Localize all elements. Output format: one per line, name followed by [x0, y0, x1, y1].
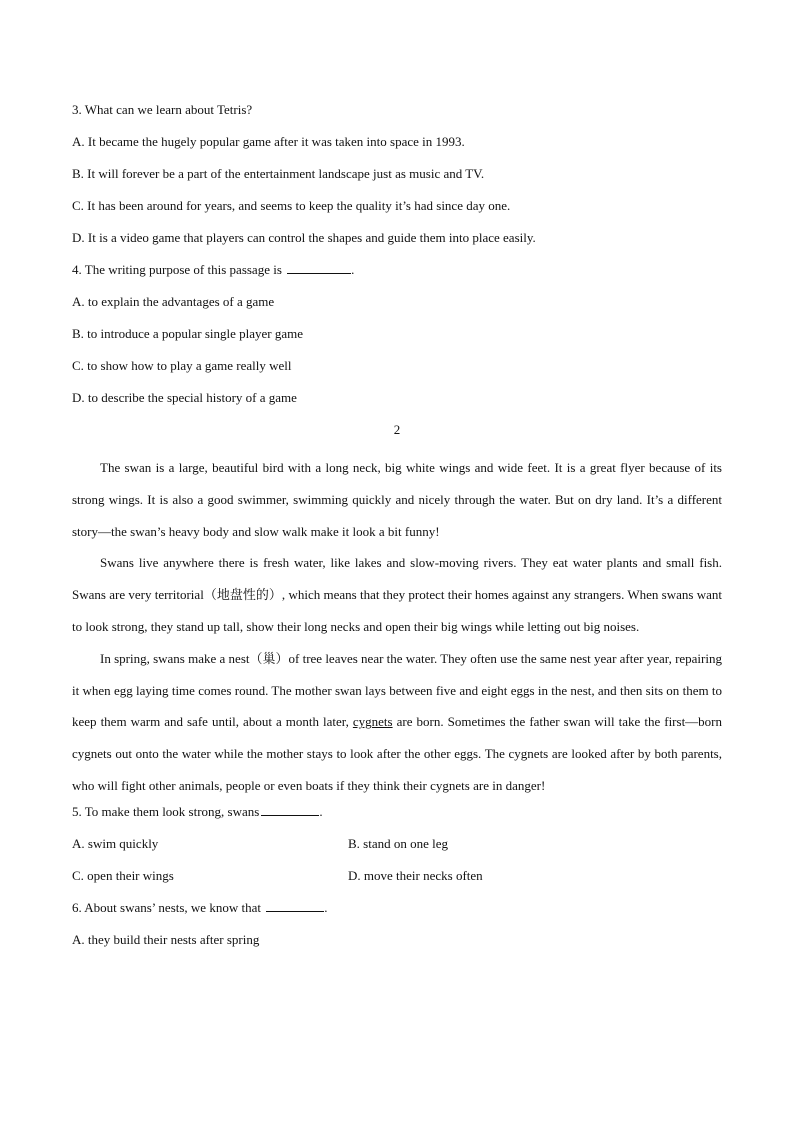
question-3-option-d: D. It is a video game that players can control the shapes and guide them into place easily.	[72, 230, 536, 245]
question-4-option-c: C. to show how to play a game really well	[72, 358, 292, 373]
passage-paragraph-2: Swans live anywhere there is fresh water, like lakes and slow-moving rivers. They eat water plants and small fish. Swans are very territorial（地盘性的）, which means that they protect their homes against any strangers. When swans want to look strong, they stand up tall, show their long necks and open their big wings while letting out big noises.	[72, 555, 722, 634]
passage-paragraph-1: The swan is a large, beautiful bird with a long neck, big white wings and wide feet. It is a great flyer because of its strong wings. It is also a good swimmer, swimming quickly and nicely through the water. But on dry land. It’s a different story—the swan’s heavy body and slow walk make it look a bit funny!	[72, 460, 722, 539]
question-4-stem-end: .	[351, 262, 355, 277]
question-3-option-b: B. It will forever be a part of the entertainment landscape just as music and TV.	[72, 166, 485, 181]
question-3-stem: 3. What can we learn about Tetris?	[72, 102, 253, 117]
paragraph-3-text-after: are born. Sometimes the father swan will take the first—born cygnets out onto the water while the mother stays to look after the other eggs. The cygnets are looked after by both parents, who will fight other animals, people or even boats if they think their cygnets are in danger!	[72, 714, 723, 793]
worksheet	[72, 100, 722, 962]
answer-blank	[261, 803, 319, 816]
answer-blank	[287, 261, 351, 274]
question-5-option-c: C. open their wings	[72, 867, 174, 883]
paragraph-3-text-before: In spring, swans make a nest（巢）of tree leaves near the water. They often use the same nest year after year, repairing it when egg laying time comes round. The mother swan lays between five and eight eggs in the nest, and then sits on them to keep them warm and safe until, about a month later,	[72, 650, 722, 730]
question-5-option-b: B. stand on one leg	[348, 835, 449, 851]
question-4-option-a: A. to explain the advantages of a game	[72, 294, 275, 309]
section-number: 2	[393, 422, 401, 437]
question-6-stem-end: .	[324, 899, 328, 915]
question-4-stem	[72, 260, 722, 292]
question-4-option-d: D. to describe the special history of a game	[72, 390, 297, 405]
question-5-option-d: D. move their necks often	[348, 867, 483, 883]
question-4-stem-text: 4. The writing purpose of this passage is	[72, 262, 282, 277]
question-5-stem-text: 5. To make them look strong, swans	[72, 803, 260, 819]
passage-paragraph-3	[72, 643, 722, 802]
answer-blank	[266, 899, 324, 912]
underlined-word-cygnets: cygnets	[352, 714, 393, 730]
question-6-stem	[72, 898, 722, 930]
question-5-stem	[72, 802, 722, 834]
question-5-stem-end: .	[319, 803, 323, 819]
question-5-option-a: A. swim quickly	[72, 835, 159, 851]
question-6-option-a: A. they build their nests after spring	[72, 931, 260, 947]
question-3-option-c: C. It has been around for years, and seems to keep the quality it’s had since day one.	[72, 198, 511, 213]
question-4-option-b: B. to introduce a popular single player game	[72, 326, 304, 341]
question-6-stem-text: 6. About swans’ nests, we know that	[72, 899, 261, 915]
question-5-options-row-1	[72, 834, 722, 866]
question-3-option-a: A. It became the hugely popular game after it was taken into space in 1993.	[72, 134, 465, 149]
question-5-options-row-2	[72, 866, 722, 898]
